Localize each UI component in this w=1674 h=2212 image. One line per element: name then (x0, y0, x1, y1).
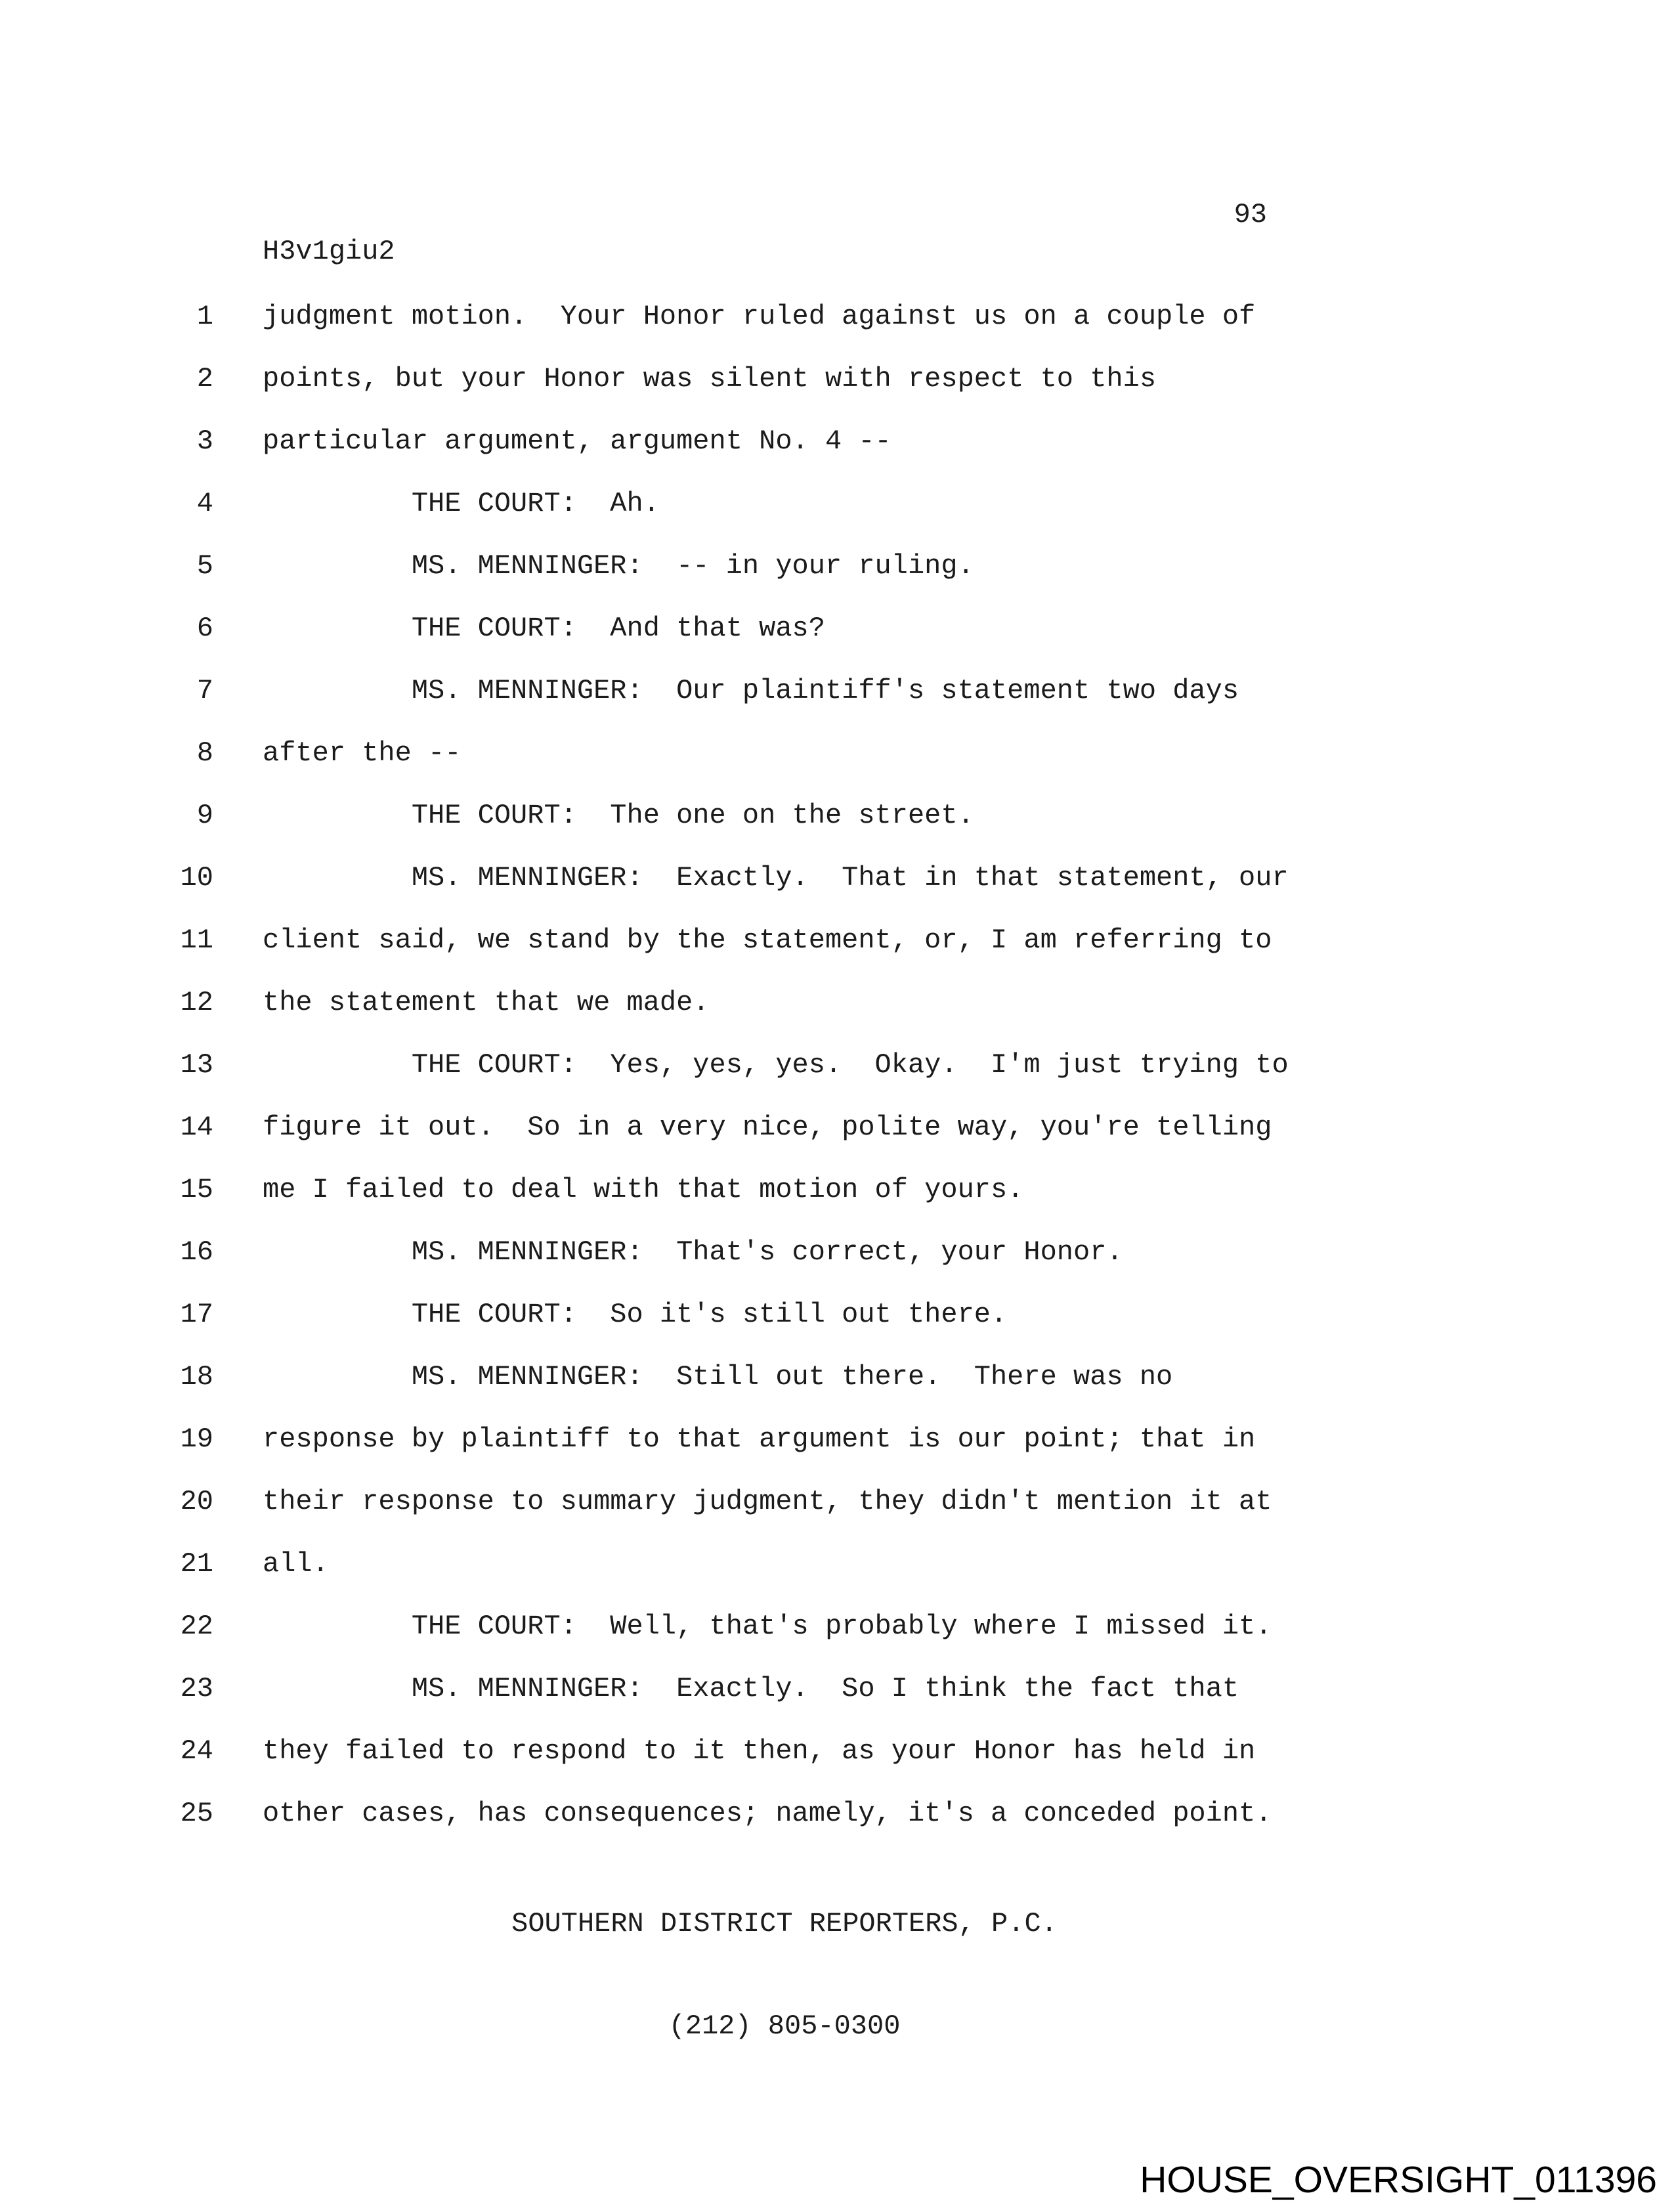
line-number: 15 (180, 1174, 213, 1205)
transcript-line (0, 473, 1674, 535)
transcript-line (0, 1720, 1674, 1783)
line-text: other cases, has consequences; namely, it's a conceded point. (263, 1798, 1272, 1829)
line-text: the statement that we made. (263, 987, 710, 1018)
line-number: 7 (196, 675, 213, 706)
line-number: 21 (180, 1548, 213, 1580)
line-text: MS. MENNINGER: Exactly. That in that statement, our (263, 862, 1289, 894)
transcript-line (0, 660, 1674, 722)
line-text: THE COURT: And that was? (263, 613, 825, 644)
reporter-phone: (212) 805-0300 (668, 2010, 901, 2042)
line-number: 19 (180, 1423, 213, 1455)
reporter-name: SOUTHERN DISTRICT REPORTERS, P.C. (511, 1908, 1058, 1940)
line-text: THE COURT: The one on the street. (263, 800, 974, 831)
line-text: MS. MENNINGER: Our plaintiff's statement two days (263, 675, 1239, 706)
page-number: 93 (1234, 199, 1267, 230)
transcript-line (0, 1346, 1674, 1408)
transcript-body (0, 286, 1674, 1845)
line-number: 18 (180, 1361, 213, 1393)
transcript-line (0, 597, 1674, 660)
transcript-line (0, 1284, 1674, 1346)
line-number: 1 (196, 301, 213, 332)
line-number: 20 (180, 1486, 213, 1517)
transcript-line (0, 1533, 1674, 1595)
line-number: 24 (180, 1735, 213, 1767)
line-number: 10 (180, 862, 213, 894)
line-text: after the -- (263, 737, 461, 769)
line-number: 3 (196, 425, 213, 457)
line-number: 12 (180, 987, 213, 1018)
line-number: 6 (196, 613, 213, 644)
transcript-line (0, 1595, 1674, 1658)
line-number: 25 (180, 1798, 213, 1829)
transcript-line (0, 1658, 1674, 1720)
transcript-id: H3v1giu2 (263, 236, 395, 267)
transcript-line (0, 909, 1674, 972)
line-text: their response to summary judgment, they didn't mention it at (263, 1486, 1272, 1517)
line-text: figure it out. So in a very nice, polite way, you're telling (263, 1112, 1272, 1143)
line-number: 11 (180, 924, 213, 956)
transcript-line (0, 1408, 1674, 1471)
line-text: client said, we stand by the statement, or, I am referring to (263, 924, 1272, 956)
line-number: 8 (196, 737, 213, 769)
line-number: 4 (196, 488, 213, 519)
line-text: MS. MENNINGER: Exactly. So I think the fact that (263, 1673, 1239, 1704)
transcript-line (0, 722, 1674, 785)
line-number: 14 (180, 1112, 213, 1143)
transcript-line (0, 535, 1674, 597)
transcript-line (0, 1783, 1674, 1845)
line-text: they failed to respond to it then, as your Honor has held in (263, 1735, 1256, 1767)
line-text: MS. MENNINGER: Still out there. There was no (263, 1361, 1173, 1393)
transcript-line (0, 1471, 1674, 1533)
transcript-line (0, 847, 1674, 909)
line-number: 9 (196, 800, 213, 831)
line-text: response by plaintiff to that argument is our point; that in (263, 1423, 1256, 1455)
transcript-line (0, 1221, 1674, 1284)
line-number: 23 (180, 1673, 213, 1704)
line-text: THE COURT: Yes, yes, yes. Okay. I'm just trying to (263, 1049, 1289, 1081)
transcript-line (0, 1034, 1674, 1096)
line-text: MS. MENNINGER: That's correct, your Honor. (263, 1236, 1123, 1268)
line-number: 22 (180, 1611, 213, 1642)
line-text: all. (263, 1548, 329, 1580)
line-text: MS. MENNINGER: -- in your ruling. (263, 550, 974, 582)
transcript-line (0, 410, 1674, 473)
reporter-footer (263, 1838, 1306, 2112)
transcript-line (0, 286, 1674, 348)
line-text: judgment motion. Your Honor ruled against us on a couple of (263, 301, 1256, 332)
transcript-line (0, 1159, 1674, 1221)
transcript-line (0, 1096, 1674, 1159)
line-number: 5 (196, 550, 213, 582)
transcript-line (0, 972, 1674, 1034)
transcript-line (0, 348, 1674, 410)
line-text: THE COURT: Well, that's probably where I missed it. (263, 1611, 1272, 1642)
line-number: 2 (196, 363, 213, 395)
line-text: THE COURT: Ah. (263, 488, 660, 519)
bates-stamp: HOUSE_OVERSIGHT_011396 (1140, 2159, 1657, 2201)
line-number: 16 (180, 1236, 213, 1268)
line-text: THE COURT: So it's still out there. (263, 1299, 1008, 1330)
line-text: particular argument, argument No. 4 -- (263, 425, 891, 457)
line-number: 17 (180, 1299, 213, 1330)
line-text: points, but your Honor was silent with respect to this (263, 363, 1157, 395)
transcript-line (0, 785, 1674, 847)
line-number: 13 (180, 1049, 213, 1081)
line-text: me I failed to deal with that motion of yours. (263, 1174, 1024, 1205)
